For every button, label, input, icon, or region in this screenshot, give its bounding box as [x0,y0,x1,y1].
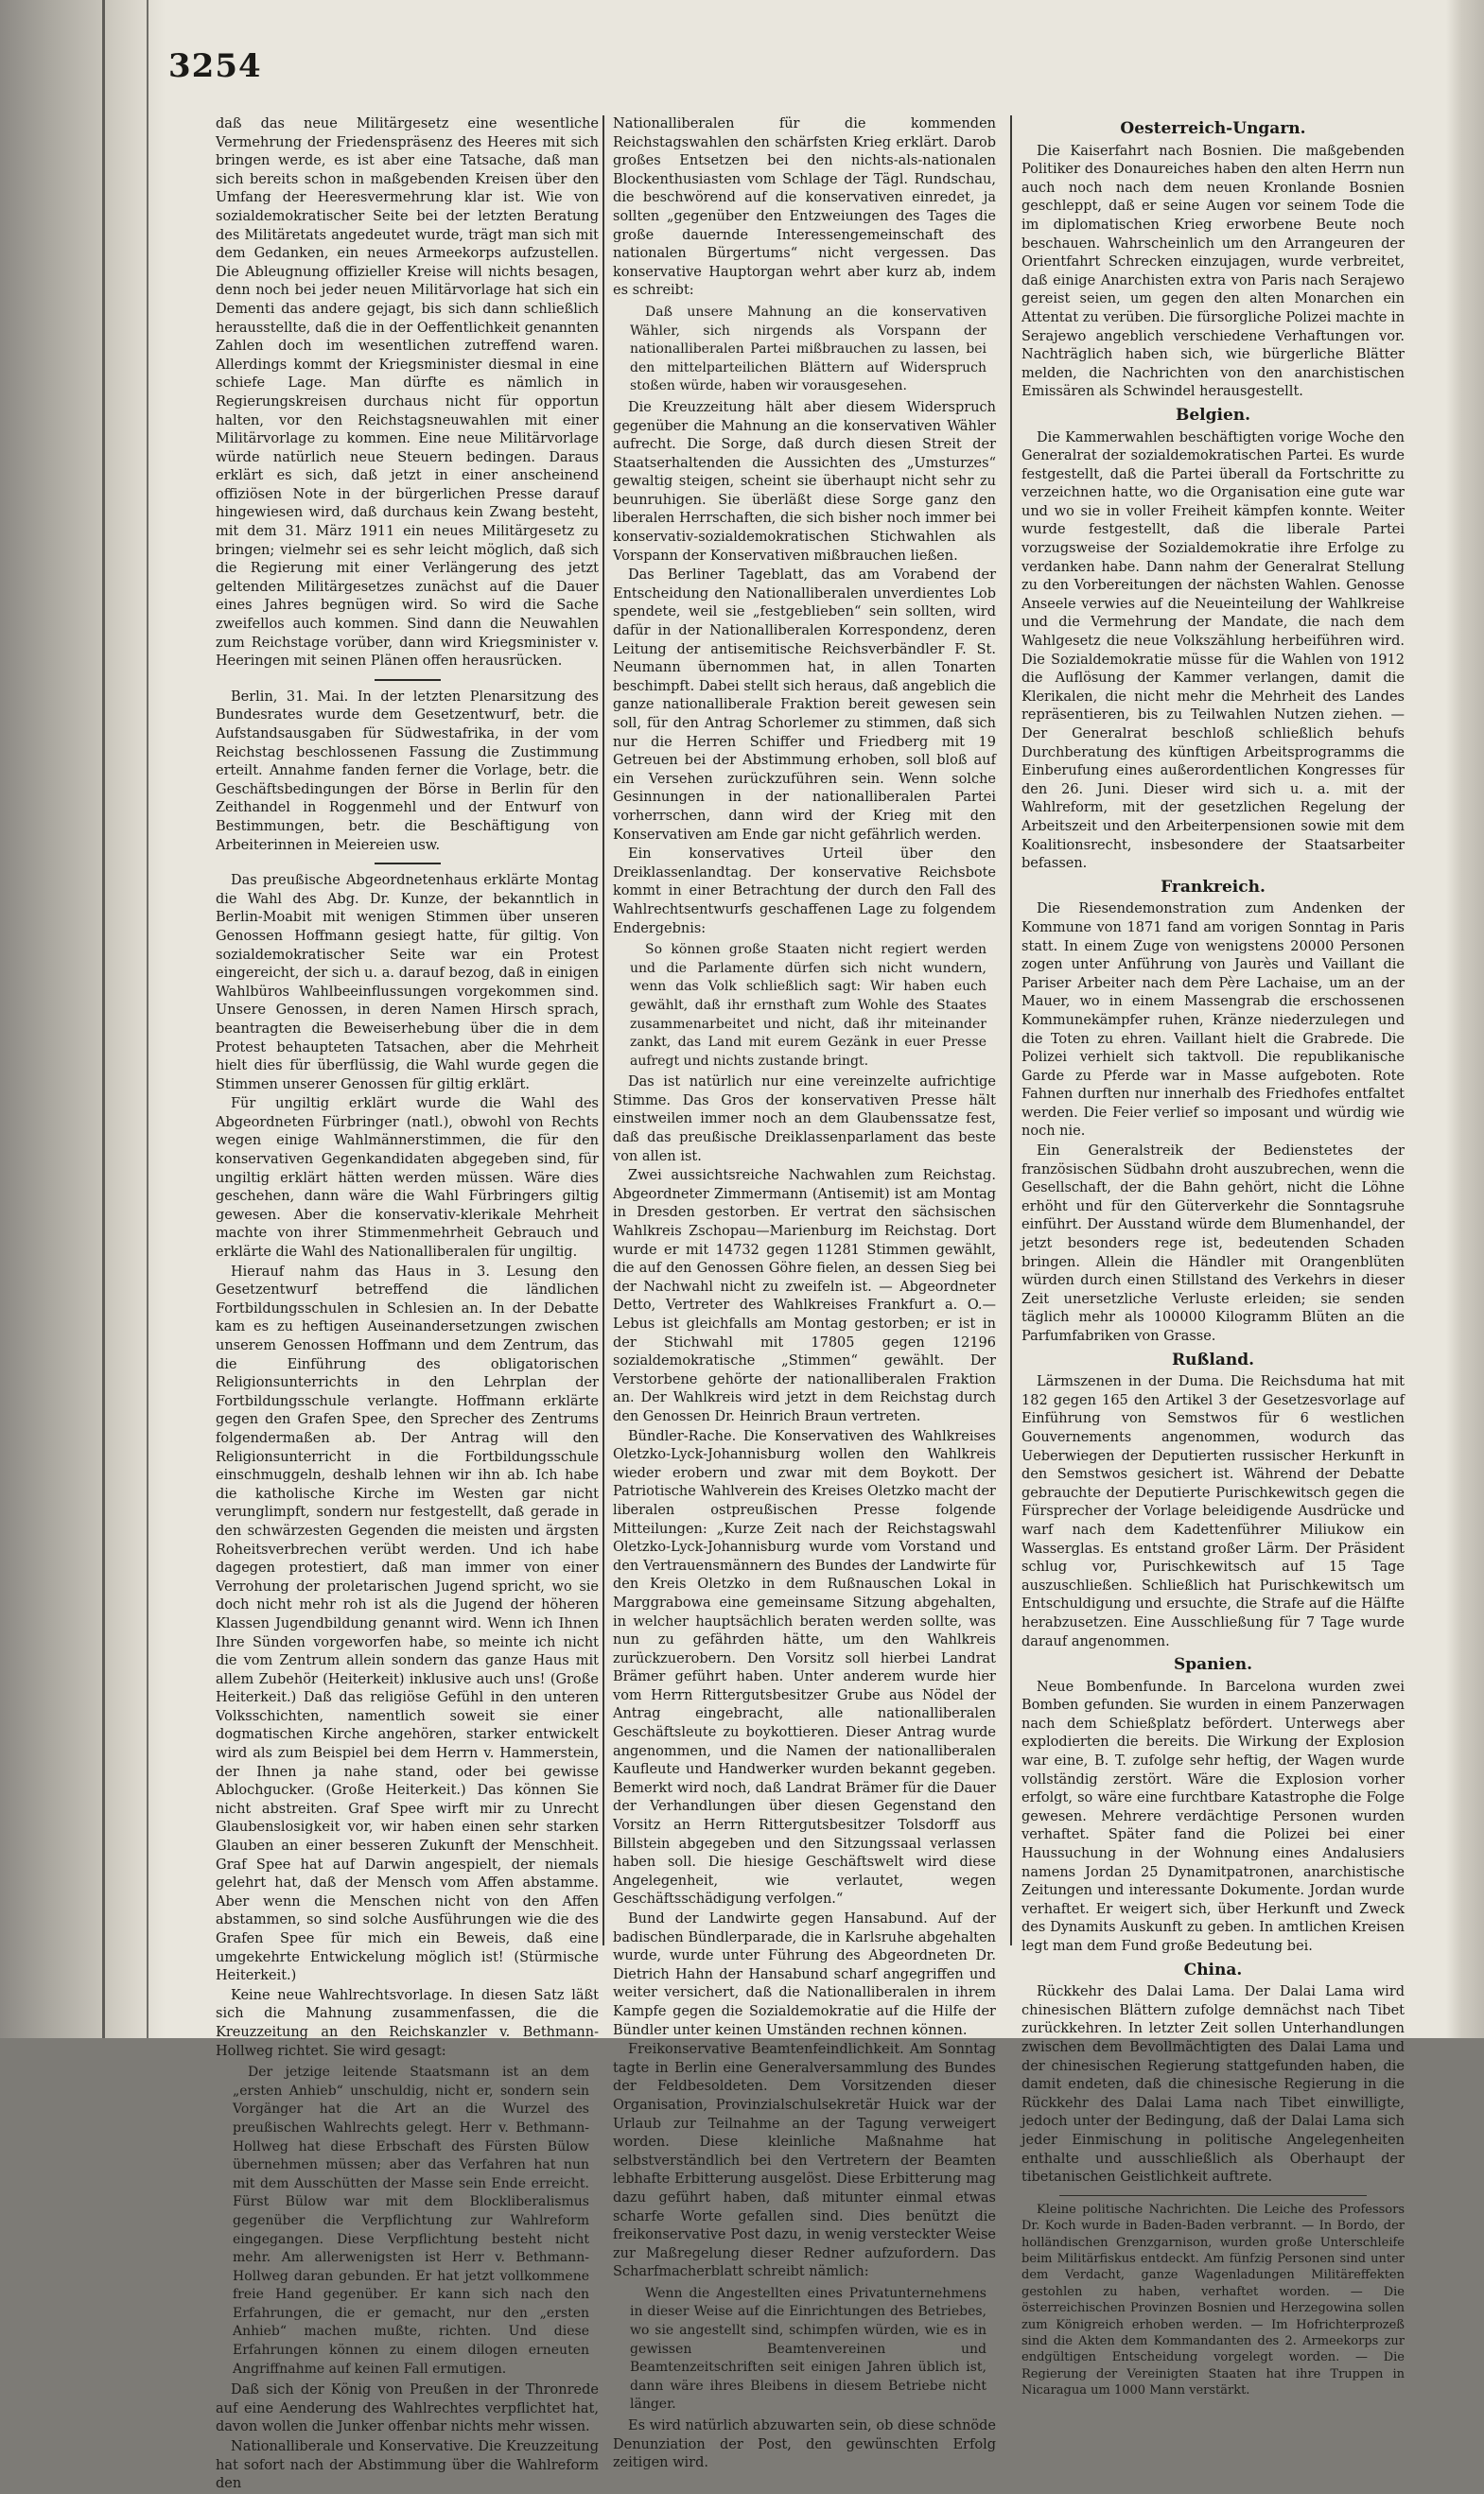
article-paragraph: Hierauf nahm das Haus in 3. Lesung den Gesetzentwurf betreffend die ländlichen Fortbildungsschulen in Schlesien an. In der Debatte kam es zu heftigen Auseinandersetzungen zwischen unserem Genossen Hoffmann und dem Zentrum, das die Einführung des obligatorischen Religionsunterrichts in den Lehrplan der Fortbildungsschule verlangte. Hoffmann erklärte gegen den Grafen Spee, den Sprecher des Zentrums folgendermaßen ab. Der Antrag will den Religionsunterricht in die Fortbildungsschule einschmuggeln, deshalb lehnen wir ihn ab. Ich habe die katholische Kirche im Westen gar nicht verunglimpft, sondern nur festgestellt, daß gerade in den schwärzesten Gegenden die meisten und ärgsten Roheitsverbrechen verübt werden. Und ich habe dagegen protestiert, daß man immer von einer Verrohung der proletarischen Jugend spricht, wo sie doch nicht mehr roh ist als die Jugend der höheren Klassen Jugendbildung genannt wird. Wenn ich Ihnen Ihre Sünden vorgeworfen habe, so meinte ich nicht die vom Zentrum allein sondern das ganze Haus mit allem Zubehör (Heiterkeit) inklusive auch uns! (Große Heiterkeit.) Daß das religiöse Gefühl in den unteren Volksschichten, namentlich soweit sie einer dogmatischen Kirche angehören, starker entwickelt wird als zum Beispiel bei dem Herrn v. Hammerstein, der Ihnen ja nahe stand, oder bei gewisse Ablochgucker. (Große Heiterkeit.) Das können Sie nicht abstreiten. Graf Spee wirft mir zu Unrecht Glaubenslosigkeit vor, wir haben einen sehr starken Glauben an einer besseren Zukunft der Menschheit. Graf Spee hat auf Darwin angespielt, der niemals gelehrt hat, daß der Mensch vom Affen abstamme. Aber wenn die Menschen nicht von den Affen abstammen, so sind solche Ausführungen wie die des Grafen Spee für mich ein Beweis, daß eine umgekehrte Entwickelung möglich ist! (Stürmische Heiterkeit.) [216,1264,599,1984]
article-paragraph: Die Kaiserfahrt nach Bosnien. Die maßgebenden Politiker des Donaureiches haben den alten Herrn nun auch noch nach dem neuen Kronlande Bosnien geschleppt, daß er seine Augen vor seinem Tode die im diplomatischen Krieg erworbene Beute noch beschauen. Wahrscheinlich um den Arrangeuren der Orientfahrt Schrecken einzujagen, wurde verbreitet, daß einige Anarchisten extra von Paris nach Serajewo gereist seien, um gegen den alten Monarchen ein Attentat zu verüben. Die fürsorgliche Polizei machte in Serajewo angeblich verschiedene Verhaftungen vor. Nachträglich haben sich, wie bürgerliche Blätter melden, die Nachrichten von den anarchistischen Emissären als Schwindel herausgestellt. [1021,143,1405,400]
article-paragraph: Bund der Landwirte gegen Hansabund. Auf der badischen Bündlerparade, die in Karlsruhe abgehalten wurde, wurde unter Führung des Abgeordneten Dr. Dietrich Hahn der Hansabund scharf angegriffen und weiter versichert, daß die Nationalliberalen in ihrem Kampfe gegen die Sozialdemokratie auf die Hilfe der Bündler unter keinen Umständen rechnen können. [613,1911,996,2038]
article-paragraph: Zwei aussichtsreiche Nachwahlen zum Reichstag. Abgeordneter Zimmermann (Antisemit) ist am Montag in Dresden gestorben. Er vertrat den sächsischen Wahlkreis Zschopau—Marienburg im Reichstag. Dort wurde er mit 14732 gegen 11281 Stimmen gewählt, die auf den Genossen Göhre fielen, an dessen Sieg bei der Nachwahl nicht zu zweifeln ist. — Abgeordneter Detto, Vertreter des Wahlkreises Frankfurt a. O.—Lebus ist gleichfalls am Montag gestorben; er ist in der Stichwahl mit 17805 gegen 12196 sozialdemokratische „Stimmen“ gewählt. Der Verstorbene gehörte der nationalliberalen Fraktion an. Der Wahlkreis wird jetzt in dem Reichstag durch den Genossen Dr. Heinrich Braun vertreten. [613,1168,996,1424]
article-paragraph: daß das neue Militärgesetz eine wesentliche Vermehrung der Friedenspräsenz des Heeres mit sich bringen werde, es ist aber eine Tatsache, daß man sich bereits schon in maßgebenden Kreisen über den Umfang der Heeresvermehrung klar ist. Wie von sozialdemokratischer Seite bei der letzten Beratung des Militäretats angedeutet wurde, trägt man sich mit dem Gedanken, ein neues Armeekorps aufzustellen. Die Ableugnung offizieller Kreise will nichts besagen, denn noch bei jeder neuen Militärvorlage hat sich ein Dementi das andere gejagt, bis sich dann schließlich herausstellte, daß die in der Oeffentlichkeit genannten Zahlen doch im wesentlichen zutreffend waren. Allerdings kommt der Kriegsminister diesmal in eine schiefe Lage. Man dürfte es nämlich in Regierungskreisen durchaus nicht für opportun halten, vor den Reichstagsneuwahlen mit einer Militärvorlage zu kommen. Eine neue Militärvorlage würde natürlich neue Steuern bedingen. Daraus erklärt es sich, daß jetzt in einer anscheinend offiziösen Note in der bürgerlichen Presse darauf hingewiesen wird, daß durchaus kein Zwang besteht, mit dem 31. März 1911 ein neues Militärgesetz zu bringen; vielmehr sei es sehr leicht möglich, daß sich die Regierung mit einer Verlängerung des jetzt geltenden Militärgesetzes zunächst auf die Dauer eines Jahres begnügen wird. So wird die Sache zweifellos auch kommen. Sind dann die Neuwahlen zum Reichstage vorüber, dann wird Kriegsminister v. Heeringen mit seinen Plänen offen herausrücken. [216,116,599,670]
binding-line-2 [147,0,148,2038]
page-number: 3254 [168,47,262,85]
article-paragraph: Die Kreuzzeitung hält aber diesem Widerspruch gegenüber die Mahnung an die konservativen Wähler aufrecht. Die Sorge, daß durch diesen Streit der Staatserhaltenden die Aussichten des „Umsturzes“ gewaltig steigen, scheint sie überhaupt nicht sehr zu beunruhigen. Sie überläßt diese Sorge ganz den liberalen Herrschaften, die sich bisher noch immer bei konservativ-sozialdemokratischen Stichwahlen als Vorspann der Konservativen mißbrauchen ließen. [613,399,996,564]
quotation: Der jetzige leitende Staatsmann ist an dem „ersten Anhieb“ unschuldig, nicht er, sondern sein Vorgänger hat die Art an die Wurzel des preußischen Wahlrechts gelegt. Herr v. Bethmann-Hollweg hat diese Erbschaft des Fürsten Bülow übernehmen müssen; aber das Verfahren hat nun mit dem Ausschütten der Masse sein Ende erreicht. Fürst Bülow war mit dem Blockliberalismus gegenüber die Verpflichtung zur Wahlreform eingegangen. Diese Verpflichtung besteht nicht mehr. Am allerwenigsten ist Herr v. Bethmann-Hollweg daran gebunden. Er hat jetzt vollkommene freie Hand gegenüber. Er kann sich nach den Erfahrungen, die er gemacht, nur den „ersten Anhieb“ machen mußte, richten. Und diese Erfahrungen können zu einem dilogen erneuten Angriffnahme auf keinen Fall ermutigen. [233,2065,589,2377]
article-paragraph: Keine neue Wahlrechtsvorlage. In diesen Satz läßt sich die Mahnung zusammenfassen, die die Kreuzzeitung an den Reichskanzler v. Bethmann-Hollweg richtet. Sie wird gesagt: [216,1987,599,2059]
column-right [1021,115,1405,2398]
article-paragraph: Bündler-Rache. Die Konservativen des Wahlkreises Oletzko-Lyck-Johannisburg wollen den Wahlkreis wieder erobern und zwar mit dem Boykott. Der Patriotische Wahlverein des Kreises Oletzko macht der liberalen ostpreußischen Presse folgende Mitteilungen: „Kurze Zeit nach der Reichstagswahl Oletzko-Lyck-Johannisburg wurde vom Vorstand und den Vertrauensmännern des Bundes der Landwirte für den Kreis Oletzko in dem Rußnauschen Lokal in Marggrabowa eine gemeinsame Sitzung abgehalten, in welcher hauptsächlich beraten werden sollte, was nun zu gefährden hätte, um den Wahlkreis zurückzuerobern. Den Vorsitz soll hierbei Landrat Brämer geführt haben. Unter anderem wurde hier vom Herrn Rittergutsbesitzer Grube aus Nödel der Antrag eingebracht, alle nationalliberalen Geschäftsleute zu boykottieren. Dieser Antrag wurde angenommen, und die Namen der nationalliberalen Kaufleute und Handwerker wurden bekannt gegeben. Bemerkt wird noch, daß Landrat Brämer für die Dauer der Verhandlungen über diesen Gegenstand den Vorsitz an Herrn Rittergutsbesitzer Tolsdorff aus Billstein abgegeben und den Sitzungssaal verlassen haben soll. Die hiesige Geschäftswelt wird diese Angelegenheit, wie verlautet, wegen Geschäftsschädigung verfolgen.“ [613,1428,996,1908]
section-heading: Spanien. [1173,1655,1253,1675]
article-paragraph: Berlin, 31. Mai. In der letzten Plenarsitzung des Bundesrates wurde dem Gesetzentwurf, betr. die Aufstandsausgaben für Südwestafrika, in der vom Reichstag beschlossenen Fassung die Zustimmung erteilt. Annahme fanden ferner die Vorlage, betr. die Geschäftsbedingungen der Börse in Berlin für den Zeithandel in Roggenmehl und der Entwurf von Bestimmungen, betr. die Beschäftigung von Arbeiterinnen in Meiereien usw. [216,689,599,853]
news-briefs: Kleine politische Nachrichten. Die Leiche des Professors Dr. Koch wurde in Baden-Baden verbrannt. — In Bordo, der holländischen Grenzgarnison, wurden große Unterschleife beim Militärfiskus entdeckt. Am fünfzig Personen sind unter dem Verdacht, ganze Wagenladungen Militäreffekten gestohlen zu haben, verhaftet worden. — Die österreichischen Provinzen Bosnien und Herzegowina sollen zum Königreich erhoben werden. — Im Hofrichterprozeß sind die Akten dem Kommandanten des 2. Armeekorps zur endgültigen Entscheidung vorgelegt worden. — Die Regierung der Vereinigten Staaten hat ihre Truppen in Nicaragua um 1000 Mann verstärkt. [1021,2202,1405,2398]
article-paragraph: Das ist natürlich nur eine vereinzelte aufrichtige Stimme. Das Gros der konservativen Presse hält einstweilen immer noch an dem Glaubenssatze fest, daß das preußische Dreiklassenparlament das beste von allen ist. [613,1074,996,1164]
article-paragraph: Die Riesendemonstration zum Andenken der Kommune von 1871 fand am vorigen Sonntag in Paris statt. In einem Zuge von wenigstens 20000 Personen zogen unter Anführung von Jaurès und Vaillant die Pariser Arbeiter nach dem Père Lachaise, um an der Mauer, wo in einem Massengrab die erschossenen Kommunekämpfer ruhen, Kränze niederzulegen und die Toten zu ehren. Vaillant hielt die Grabrede. Die Polizei verhielt sich taktvoll. Die republikanische Garde zu Pferde war in Masse aufgeboten. Rote Fahnen durften nur innerhalb des Friedhofes entfaltet werden. Die Feier verlief so imposant und würdig wie noch nie. [1021,901,1405,1140]
article-paragraph: Für ungiltig erklärt wurde die Wahl des Abgeordneten Fürbringer (natl.), obwohl von Rechts wegen einige Wahlmännerstimmen, die für den konservativen Gegenkandidaten abgegeben sind, für ungiltig erklärt hätten werden müssen. Wäre dies geschehen, dann wäre die Wahl Fürbringers giltig gewesen. Aber die konservativ-klerikale Mehrheit machte von ihrer Stimmenmehrheit Gebrauch und erklärte die Wahl des Nationalliberalen für ungiltig. [216,1096,599,1261]
section-heading: China. [1183,1960,1243,1980]
section-heading: Oesterreich-Ungarn. [1120,119,1306,138]
article-paragraph: Freikonservative Beamtenfeindlichkeit. Am Sonntag tagte in Berlin eine Generalversammlung des Bundes der Feldbesoldeten. Dem Vorsitzenden dieser Organisation, Provinzialschulsekretär Huick war der Urlaub zur Teilnahme an der Tagung verweigert worden. Diese kleinliche Maßnahme hat selbstverständlich bei den Vertretern der Beamten lebhafte Erbitterung ausgelöst. Diese Erbitterung mag dazu geführt haben, daß mitunter einmal etwas scharfe Worte gefallen sind. Dies benützt die freikonservative Post dazu, in wenig versteckter Weise zur Maßregelung dieser Redner aufzufordern. Das Scharfmacherblatt schreibt nämlich: [613,2042,996,2280]
divider [1059,2195,1367,2196]
page-edge-shadow [1446,0,1484,2038]
article-paragraph: Lärmszenen in der Duma. Die Reichsduma hat mit 182 gegen 165 den Artikel 3 der Gesetzesvorlage auf Einführung von Semstwos für 6 westlichen Gouvernements angenommen, wodurch das Ueberwiegen der Deputierten russischer Herkunft in den Semstwos gesichert ist. Während der Debatte gebrauchte der Deputierte Purischkewitsch gegen die Fürsprecher der Vorlage beleidigende Ausdrücke und warf nach dem Kadettenführer Miliukow ein Wasserglas. Es entstand großer Lärm. Der Präsident schlug vor, Purischkewitsch auf 15 Tage auszuschließen. Schließlich hat Purischkewitsch um Entschuldigung und ersuchte, die Strafe auf die Hälfte herabzusetzen. Eine Ausschließung für 7 Tage wurde darauf angenommen. [1021,1374,1405,1649]
section-heading: Belgien. [1175,405,1251,425]
column-rule-1 [602,115,604,1945]
quotation: Daß unsere Mahnung an die konservativen Wähler, sich nirgends als Vorspann der nationalliberalen Partei mißbrauchen zu lassen, bei den mittelparteilichen Blättern auf Widerspruch stoßen würde, haben wir vorausgesehen. [630,304,986,394]
article-paragraph: Nationalliberale und Konservative. Die Kreuzzeitung hat sofort nach der Abstimmung über die Wahlreform den [216,2439,599,2492]
column-left [216,115,599,2492]
section-heading: Rußland. [1171,1350,1255,1369]
article-paragraph: Es wird natürlich abzuwarten sein, ob diese schnöde Denunziation der Post, den gewünschten Erfolg zeitigen wird. [613,2418,996,2471]
section-heading: Frankreich. [1161,877,1266,897]
quotation: So können große Staaten nicht regiert werden und die Parlamente dürfen sich nicht wundern, wenn das Volk schließlich sagt: Wir haben euch gewählt, daß ihr ernsthaft zum Wohle des Staates zusammenarbeitet und nicht, daß ihr miteinander zankt, das Land mit eurem Gezänk in euer Presse aufregt und nichts zustande bringt. [630,942,986,1069]
article-paragraph: Rückkehr des Dalai Lama. Der Dalai Lama wird chinesischen Blättern zufolge demnächst nach Tibet zurückkehren. In letzter Zeit sollen Unterhandlungen zwischen dem Bevollmächtigten des Dalai Lama und der chinesischen Regierung stattgefunden haben, die damit endeten, daß die chinesische Regierung in die Rückkehr des Dalai Lama nach Tibet einwilligte, jedoch unter der Bedingung, daß der Dalai Lama sich jeder Einmischung in politische Angelegenheiten enthalte und ausschließlich als Oberhaupt der tibetanischen Geistlichkeit auftrete. [1021,1984,1405,2186]
divider [375,863,441,864]
column-middle [613,115,996,2471]
article-paragraph: Ein konservatives Urteil über den Dreiklassenlandtag. Der konservative Reichsbote kommt in einer Betrachtung der durch den Fall des Wahlrechtsentwurfs geschaffenen Lage zu folgendem Endergebnis: [613,846,996,936]
divider [375,679,441,681]
column-rule-2 [1010,115,1012,1945]
article-paragraph: Die Kammerwahlen beschäftigten vorige Woche den Generalrat der sozialdemokratischen Partei. Es wurde festgestellt, daß die Partei überall da Fortschritte zu verzeichnen hatte, wo die Organisation eine gute war und wo sie in voller Freiheit kämpfen konnte. Weiter wurde festgestellt, daß die liberale Partei vorzugsweise der Sozialdemokratie ihre Erfolge zu verdanken habe. Dann nahm der Generalrat Stellung zu den Vorbereitungen der nächsten Wahlen. Genosse Anseele verwies auf die Neueinteilung der Wahlkreise und die Vermehrung der Mandate, die nach dem Wahlgesetz die neue Volkszählung herbeiführen wird. Die Sozialdemokratie müsse für die Wahlen von 1912 die Auflösung der Kammer verlangen, damit die Klerikalen, die nicht mehr die Mehrheit des Landes repräsentieren, bis zu Teilwahlen Nutzen ziehen. — Der Generalrat beschloß schließlich behufs Durchberatung des künftigen Arbeitsprogramms die Einberufung eines außerordentlichen Kongresses für den 26. Juni. Dieser wird sich u. a. mit der Wahlreform, mit der gesetzlichen Regelung der Arbeitszeit und den Arbeiterpensionen sowie mit dem Koalitionsrecht, insbesondere der Staatsarbeiter befassen. [1021,429,1405,872]
binding-line [102,0,105,2038]
article-paragraph: Nationalliberalen für die kommenden Reichstagswahlen den schärfsten Krieg erklärt. Darob großes Entsetzen bei den nichts-als-nationalen Blockenthusiasten vom Schlage der Tägl. Rundschau, die beschwörend auf die konservativen einredet, ja sollten „gegenüber den Entzweiungen des Tages die große dauernde Interessengemeinschaft des nationalen Bürgertums“ nicht vergessen. Das konservative Hauptorgan wehrt aber kurz ab, indem es schreibt: [613,116,996,299]
article-paragraph: Neue Bombenfunde. In Barcelona wurden zwei Bomben gefunden. Sie wurden in einem Panzerwagen nach dem Schießplatz befördert. Unterwegs aber explodierten die bereits. Die Wirkung der Explosion war eine, B. T. zufolge sehr heftig, der Wagen wurde vollständig zerstört. Wäre die Explosion vorher erfolgt, so wäre eine furchtbare Katastrophe die Folge gewesen. Mehrere verdächtige Personen wurden verhaftet. Später fand die Polizei bei einer Haussuchung in der Wohnung eines Andalusiers namens Jordan 25 Dynamitpatronen, anarchistische Zeitungen und interessante Dokumente. Jordan wurde verhaftet. Er weigert sich, über Herkunft und Zweck des Dynamits Auskunft zu geben. In amtlichen Kreisen legt man dem Fund große Bedeutung bei. [1021,1679,1405,1954]
book-spine-shadow [0,0,166,2038]
article-paragraph: Das Berliner Tageblatt, das am Vorabend der Entscheidung den Nationalliberalen unverdientes Lob spendete, weil sie „festgeblieben“ sein sollten, wird dafür in der Nationalliberalen Korrespondenz, deren Leitung der antisemitische Reichsverbändler F. St. Neumann übernommen hat, in allen Tonarten beschimpft. Dabei stellt sich heraus, daß angeblich die ganze nationalliberale Fraktion bereit gewesen sein soll, für den Antrag Schorlemer zu stimmen, daß sich nur die Herren Schiffer und Friedberg mit 19 Getreuen bei der Abstimmung erhoben, soll bloß auf ein Versehen zurückzuführen sein. Wenn solche Gesinnungen in der nationalliberalen Partei vorherrschen, dann wird der Krieg mit den Konservativen am Ende gar nicht gefährlich werden. [613,567,996,843]
article-paragraph: Das preußische Abgeordnetenhaus erklärte Montag die Wahl des Abg. Dr. Kunze, der bekanntlich in Berlin-Moabit mit wenigen Stimmen über unseren Genossen Hoffmann gesiegt hatte, für giltig. Von sozialdemokratischer Seite war ein Protest eingereicht, der sich u. a. darauf bezog, daß in einigen Wahlbüros Wahlbeeinflussungen vorgekommen sind. Unsere Genossen, in deren Namen Hirsch sprach, beantragten die Beweiserhebung über die in dem Protest behaupteten Tatsachen, aber die Mehrheit hielt dies für überflüssig, die Wahl wurde gegen die Stimmen unserer Genossen für giltig erklärt. [216,873,599,1092]
article-paragraph: Daß sich der König von Preußen in der Thronrede auf eine Aenderung des Wahlrechtes verpflichtet hat, davon wollen die Junker offenbar nichts mehr wissen. [216,2382,599,2435]
article-paragraph: Ein Generalstreik der Bedienstetes der französischen Südbahn droht auszubrechen, wenn die Gesellschaft, der die Bahn gehört, nicht die Löhne erhöht und für den Güterverkehr die Sonntagsruhe einführt. Der Ausstand würde dem Blumenhandel, der jetzt besonders rege ist, bedeutenden Schaden bringen. Allein die Händler mit Orangenblüten würden durch einen Stillstand des Verkehrs in dieser Zeit unersetzliche Verluste erleiden; sie senden täglich mehr als 100000 Kilogramm Blüten an die Parfumfabriken von Grasse. [1021,1143,1405,1344]
quotation: Wenn die Angestellten eines Privatunternehmens in dieser Weise auf die Einrichtungen des Betriebes, wo sie angestellt sind, schimpfen würden, wie es in gewissen Beamtenvereinen und Beamtenzeitschriften seit einigen Jahren üblich ist, dann wäre ihres Bleibens in diesem Betriebe nicht länger. [630,2285,986,2413]
